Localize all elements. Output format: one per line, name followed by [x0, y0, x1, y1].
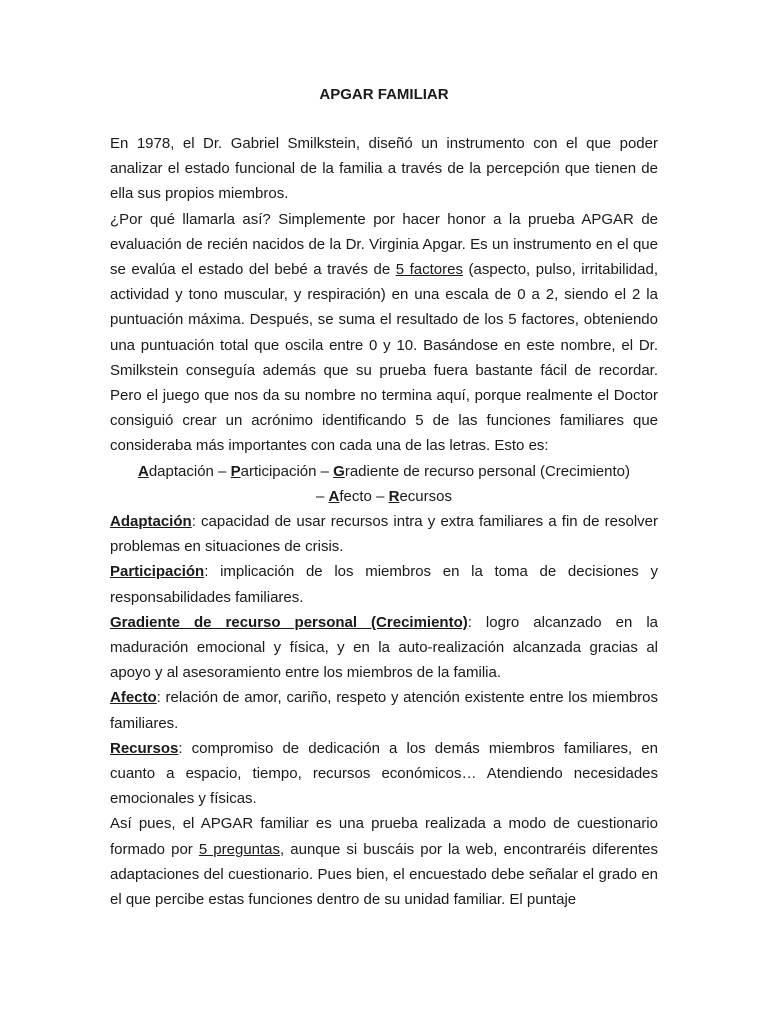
acronym-item: [389, 488, 452, 505]
five-factors-link[interactable]: 5 factores: [395, 261, 463, 279]
acronym-initial: G: [333, 462, 345, 480]
acronym-rest: fecto: [339, 487, 372, 505]
acronym-item: [329, 488, 389, 505]
five-questions-link[interactable]: 5 preguntas: [198, 840, 281, 858]
definition-term: Participación: [110, 563, 205, 581]
acronym-separator: –: [371, 487, 389, 505]
acronym-initial: A: [328, 487, 340, 505]
definition-term: Gradiente de recurso personal (Crecimiento): [110, 613, 468, 631]
definition-afecto: [110, 685, 658, 735]
acronym-line: [110, 459, 658, 509]
definition-term: Adaptación: [110, 513, 192, 531]
definition-adaptacion: [110, 509, 658, 559]
acronym-initial: R: [388, 487, 400, 505]
definition-text: : logro alcanzado en la maduración emocional y física, y en la auto-realización alcanzada gracias al apoyo y al asesoramiento entre los miembros de la familia.: [110, 613, 659, 682]
closing-paragraph: [110, 811, 658, 912]
closing-text-after: , aunque si buscáis por la web, encontraréis diferentes adaptaciones del cuestionario. Pues bien, el encuestado debe señalar el grado en el que percibe estas funciones dentro de su unidad familiar. El puntaje: [110, 840, 658, 909]
definition-term: Recursos: [110, 739, 179, 757]
acronym-rest: radiente de recurso personal (Crecimiento): [344, 462, 630, 480]
acronym-separator: –: [213, 462, 231, 480]
definition-text: : compromiso de dedicación a los demás miembros familiares, en cuanto a espacio, tiempo, recursos económicos… Atendiendo necesidades emocionales y físicas.: [110, 739, 658, 808]
definition-term: Afecto: [110, 689, 157, 707]
definition-text: : implicación de los miembros en la toma de decisiones y responsabilidades familiares.: [110, 563, 658, 606]
acronym-rest: articipación: [240, 462, 317, 480]
definition-text: : relación de amor, cariño, respeto y atención existente entre los miembros familiares.: [110, 689, 658, 732]
why-text-before: ¿Por qué llamarla así? Simplemente por hacer honor a la prueba APGAR de evaluación de recién nacidos de la Dr. Virginia Apgar. Es un instrumento en el que se evalúa el estado del bebé a través de: [110, 210, 658, 279]
why-paragraph: [110, 207, 658, 459]
definition-participacion: [110, 559, 658, 609]
acronym-rest: daptación: [148, 462, 214, 480]
acronym-rest: ecursos: [399, 487, 452, 505]
document-title: APGAR FAMILIAR: [319, 86, 449, 103]
acronym-separator: –: [316, 462, 334, 480]
acronym-initial: A: [138, 462, 149, 480]
definition-recursos: [110, 736, 658, 812]
intro-paragraph: En 1978, el Dr. Gabriel Smilkstein, diseñó un instrumento con el que poder analizar el estado funcional de la familia a través de la percepción que tienen de ella sus propios miembros.: [110, 135, 658, 203]
definition-gradiente: [110, 610, 658, 686]
acronym-initial: P: [230, 462, 241, 480]
acronym-item: [231, 463, 334, 480]
acronym-item: [333, 463, 630, 480]
closing-text-before: Así pues, el APGAR familiar es una prueba realizada a modo de cuestionario formado por: [110, 815, 658, 858]
acronym-separator: –: [316, 487, 329, 505]
why-text-after: (aspecto, pulso, irritabilidad, actividad y tono muscular, y respiración) en una escala de 0 a 2, siendo el 2 la puntuación máxima. Después, se suma el resultado de los 5 factores, obteniendo una puntuación total que oscila entre 0 y 10. Basándose en este nombre, el Dr. Smilkstein conseguía además que su prueba fuera bastante fácil de recordar. Pero el juego que nos da su nombre no termina aquí, porque realmente el Doctor consiguió crear un acrónimo identificando 5 de las funciones familiares que consideraba más importantes con cada una de las letras. Esto es:: [110, 261, 658, 455]
definition-text: : capacidad de usar recursos intra y extra familiares a fin de resolver problemas en situaciones de crisis.: [110, 513, 658, 556]
document-page: [110, 82, 658, 912]
acronym-item: [138, 463, 231, 480]
